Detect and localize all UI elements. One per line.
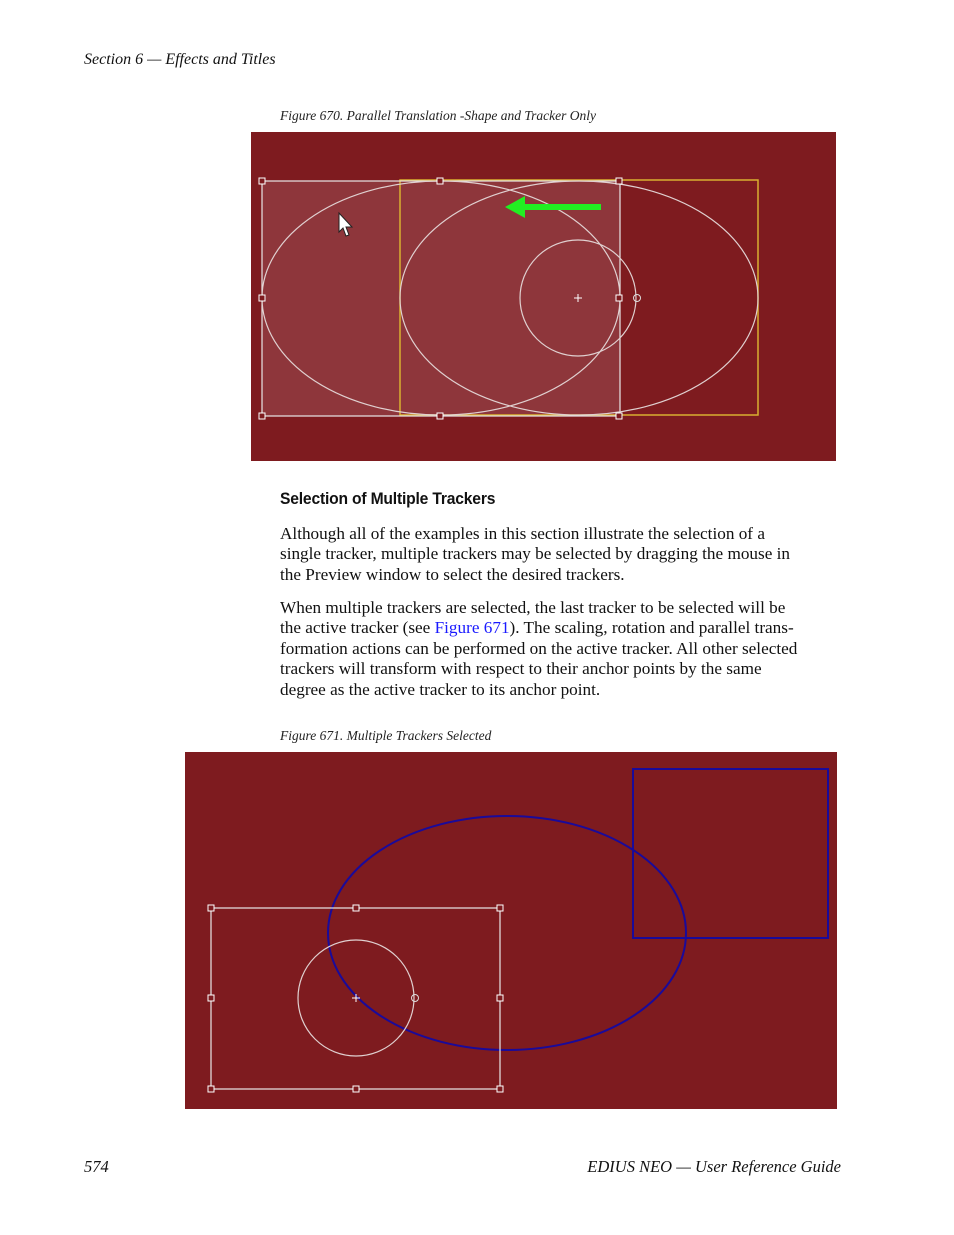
para2-line: When multiple trackers are selected, the last tracker to be selected will be: [280, 598, 786, 617]
section-heading: Selection of Multiple Trackers: [280, 489, 496, 508]
guide-title: EDIUS NEO — User Reference Guide: [587, 1157, 841, 1176]
para2-line: the active tracker (see Figure 671). The scaling, rotation and parallel trans-: [280, 618, 794, 638]
rotate-handle-icon: [412, 995, 419, 1002]
running-header: Section 6 — Effects and Titles: [84, 51, 276, 68]
para1-line: Although all of the examples in this section illustrate the selection of a: [280, 524, 765, 543]
para2-line: trackers will transform with respect to their anchor points by the same: [280, 659, 762, 679]
figure-671-preview: [185, 752, 837, 1109]
inactive-rectangle-tracker: [633, 769, 828, 938]
figure-670-caption: Figure 670. Parallel Translation -Shape and Tracker Only: [280, 108, 596, 123]
figure-671-caption: Figure 671. Multiple Trackers Selected: [280, 728, 492, 743]
para2-line: degree as the active tracker to its anchor point.: [280, 679, 601, 699]
para1-line: the Preview window to select the desired trackers.: [280, 564, 625, 584]
paragraph-1: [280, 524, 840, 585]
paragraph-2: [280, 598, 840, 700]
para1-line: single tracker, multiple trackers may be selected by dragging the mouse in: [280, 544, 790, 564]
page-number: 574: [84, 1157, 109, 1176]
figure-671-link[interactable]: Figure 671: [434, 618, 510, 638]
figure-670-preview: [251, 132, 836, 461]
para2-line: formation actions can be performed on the active tracker. All other selected: [280, 638, 798, 658]
anchor-cross-icon: [352, 994, 360, 1002]
selection-area: [262, 181, 620, 416]
rotate-handle-icon: [634, 295, 641, 302]
